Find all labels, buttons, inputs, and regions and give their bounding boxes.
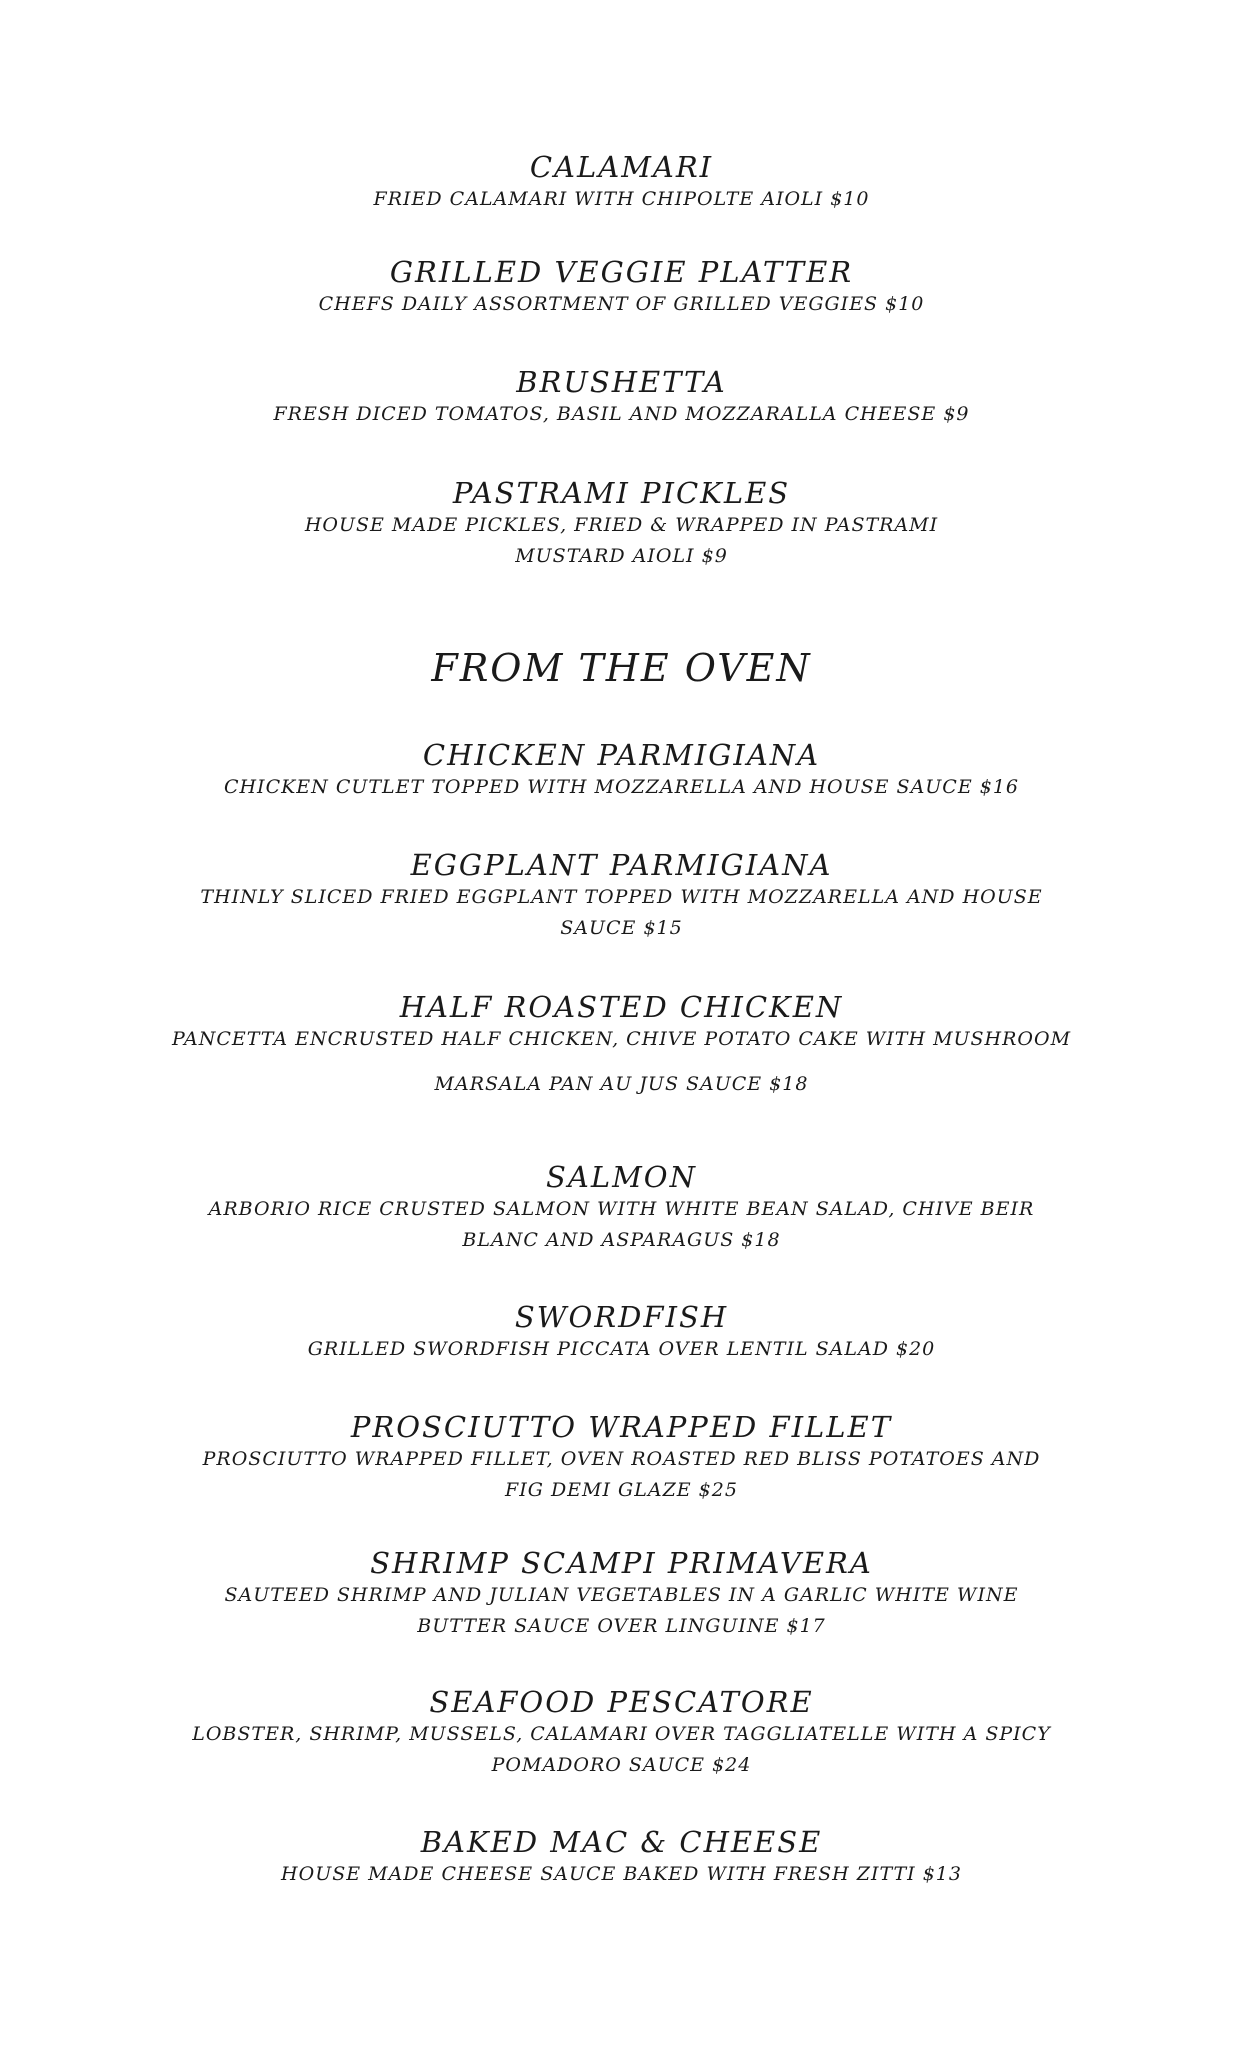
item-description: FIG DEMI GLAZE $25 xyxy=(505,1479,738,1501)
item-description: FRIED CALAMARI WITH CHIPOLTE AIOLI $10 xyxy=(373,188,870,210)
menu-item-calamari xyxy=(0,150,1243,215)
menu-item-seafood-pescatore xyxy=(0,1685,1243,1781)
menu-item-prosciutto-wrapped-fillet xyxy=(0,1410,1243,1506)
item-description: BUTTER SAUCE OVER LINGUINE $17 xyxy=(417,1615,826,1637)
item-description: ARBORIO RICE CRUSTED SALMON WITH WHITE BEAN SALAD, CHIVE BEIR xyxy=(208,1198,1035,1220)
item-description: POMADORO SAUCE $24 xyxy=(491,1754,752,1776)
item-name: SHRIMP SCAMPI PRIMAVERA xyxy=(370,1546,873,1580)
item-name: HALF ROASTED CHICKEN xyxy=(399,990,844,1024)
item-name: CALAMARI xyxy=(529,150,714,184)
menu-item-pastrami-pickles xyxy=(0,476,1243,572)
menu-item-half-roasted-chicken xyxy=(0,990,1243,1100)
menu-item-salmon xyxy=(0,1160,1243,1256)
item-name: SEAFOOD PESCATORE xyxy=(429,1685,814,1719)
item-description: PANCETTA ENCRUSTED HALF CHICKEN, CHIVE POTATO CAKE WITH MUSHROOM xyxy=(171,1028,1072,1050)
item-name: EGGPLANT PARMIGIANA xyxy=(410,848,833,882)
item-name: SALMON xyxy=(546,1160,697,1194)
item-description: THINLY SLICED FRIED EGGPLANT TOPPED WITH MOZZARELLA AND HOUSE xyxy=(200,886,1043,908)
item-name: BRUSHETTA xyxy=(516,365,727,399)
item-name: PASTRAMI PICKLES xyxy=(452,476,791,510)
item-name: CHICKEN PARMIGIANA xyxy=(422,738,821,772)
menu-item-chicken-parmigiana xyxy=(0,738,1243,803)
menu-item-shrimp-scampi-primavera xyxy=(0,1546,1243,1642)
item-name: PROSCIUTTO WRAPPED FILLET xyxy=(350,1410,893,1444)
item-description: SAUTEED SHRIMP AND JULIAN VEGETABLES IN A GARLIC WHITE WINE xyxy=(224,1584,1019,1606)
item-description: SAUCE $15 xyxy=(560,917,683,939)
item-description: CHEFS DAILY ASSORTMENT OF GRILLED VEGGIES $10 xyxy=(318,293,925,315)
item-description: CHICKEN CUTLET TOPPED WITH MOZZARELLA AND HOUSE SAUCE $16 xyxy=(223,776,1020,798)
menu-item-swordfish xyxy=(0,1300,1243,1365)
item-description: PROSCIUTTO WRAPPED FILLET, OVEN ROASTED RED BLISS POTATOES AND xyxy=(202,1448,1041,1470)
item-description: HOUSE MADE PICKLES, FRIED & WRAPPED IN PASTRAMI xyxy=(304,514,939,536)
item-description: HOUSE MADE CHEESE SAUCE BAKED WITH FRESH ZITTI $13 xyxy=(281,1863,962,1885)
menu-item-grilled-veggie-platter xyxy=(0,255,1243,320)
item-description: FRESH DICED TOMATOS, BASIL AND MOZZARALLA CHEESE $9 xyxy=(273,403,970,425)
item-description: MARSALA PAN AU JUS SAUCE $18 xyxy=(434,1073,809,1095)
item-description: MUSTARD AIOLI $9 xyxy=(515,545,728,567)
item-name: SWORDFISH xyxy=(514,1300,729,1334)
item-name: BAKED MAC & CHEESE xyxy=(420,1825,823,1859)
item-description: LOBSTER, SHRIMP, MUSSELS, CALAMARI OVER TAGGLIATELLE WITH A SPICY xyxy=(192,1723,1051,1745)
section-title: FROM THE OVEN xyxy=(431,646,812,690)
item-name: GRILLED VEGGIE PLATTER xyxy=(389,255,854,289)
item-description: GRILLED SWORDFISH PICCATA OVER LENTIL SALAD $20 xyxy=(307,1338,936,1360)
menu-item-brushetta xyxy=(0,365,1243,430)
menu-item-eggplant-parmigiana xyxy=(0,848,1243,944)
menu-item-baked-mac-and-cheese xyxy=(0,1825,1243,1890)
item-description: BLANC AND ASPARAGUS $18 xyxy=(462,1229,781,1251)
